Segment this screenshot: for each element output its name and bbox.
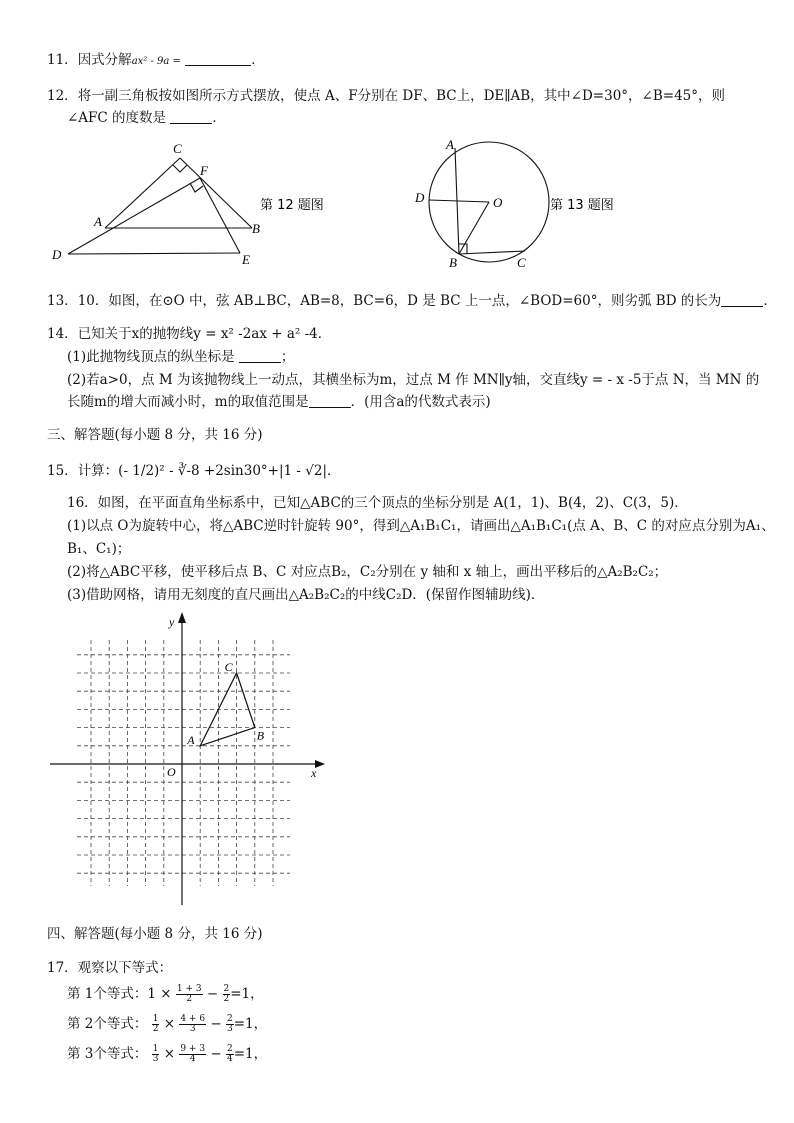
fraction: $\frac{4 + 6}{3}$: [180, 1014, 206, 1034]
q15: [47, 459, 341, 479]
fig12-right-angle-f: [190, 183, 203, 192]
fig12-label-f: F: [200, 163, 208, 178]
fig12-cb: [180, 158, 252, 228]
q12-end: ．: [212, 110, 226, 126]
fraction: $\frac{1}{3}$: [152, 1044, 159, 1064]
fig12-ac: [105, 158, 180, 228]
coordinate-grid: [45, 610, 335, 910]
fig12-label-e: E: [242, 252, 250, 267]
fraction: $\frac{2}{2}$: [223, 984, 230, 1004]
fig12-label-a: A: [94, 214, 102, 229]
q14-part2-end: ．(用含a的代数式表示): [350, 394, 491, 410]
fig13-label-b: B: [449, 255, 457, 270]
fig13-caption: 第 13 题图: [550, 198, 614, 213]
figure-13: [405, 136, 635, 276]
fig13-label-d: D: [415, 190, 425, 205]
fig13-label-c: C: [517, 255, 526, 270]
fraction: $\frac{9 + 3}{4}$: [180, 1044, 206, 1064]
q14-part1: [67, 345, 294, 365]
figure-12: [40, 136, 340, 271]
q16-line2: (1)以点 O为旋转中心，将△ABC逆时针旋转 90°，得到△A₁B₁C₁，请画出△A₁B₁C₁(点 A、B、C 的对应点分别为A₁、: [67, 518, 775, 534]
q12-answer-blank[interactable]: [170, 109, 212, 124]
fig13-label-o: O: [493, 195, 503, 210]
q11-end: ．: [251, 52, 265, 68]
q14-part1-blank[interactable]: [239, 348, 281, 363]
fig12-fe: [200, 178, 240, 253]
q14-number: 14．: [47, 326, 78, 342]
q11-number: 11．: [47, 52, 78, 68]
q11-expr: ax² - 9a =: [131, 56, 181, 67]
q14-part2-blank[interactable]: [309, 393, 351, 408]
y-axis-label: y: [169, 615, 175, 629]
point-a-label: A: [187, 732, 195, 747]
q17-eq1: 第 1个等式：1 × $\frac{1 + 3}{2}$ − $\frac{2}{2}$ =1，: [67, 984, 264, 1004]
q14-part2b: [67, 390, 491, 410]
q13: [47, 289, 777, 309]
section-3-heading: 三、解答题(每小题 8 分，共 16 分): [47, 427, 263, 443]
q17-eq3-label: 第 3个等式：: [67, 1046, 148, 1062]
q17-eq2-label: 第 2个等式：: [67, 1016, 148, 1032]
q14-stem: [47, 322, 331, 342]
q14-part1-text: (1)此抛物线顶点的纵坐标是: [67, 349, 235, 365]
fig13-od: [429, 200, 489, 202]
fraction: $\frac{2}{4}$: [226, 1044, 233, 1064]
fig12-de: [68, 253, 240, 254]
q14-part1-end: ；: [280, 349, 295, 365]
q12-line1: [47, 84, 725, 104]
q12-text2: ∠AFC 的度数是: [67, 110, 167, 126]
fraction: $\frac{1}{2}$: [152, 1014, 159, 1034]
q14-part2-text: (2)若a>0，点 M 为该抛物线上一动点，其横坐标为m，过点 M 作 MN∥y轴，交直线y = - x -5于点 N，当 MN 的: [67, 372, 760, 388]
q17-eq2: 第 2个等式： $\frac{1}{2}$ × $\frac{4 + 6}{3}$ − $\frac{2}{3}$ =1，: [67, 1014, 268, 1034]
q13-answer-blank[interactable]: [721, 292, 763, 307]
fig12-label-b: B: [252, 221, 260, 236]
q12-text: 将一副三角板按如图所示方式摆放，使点 A、F分别在 DF、BC上，DE∥AB，其中∠D=30°，∠B=45°，则: [77, 88, 726, 104]
fraction: $\frac{2}{3}$: [226, 1014, 233, 1034]
q15-expression: 计算：(- 1/2)² - ∛-8 +2sin30°+|1 - √2|．: [77, 463, 341, 479]
fig13-ob: [459, 202, 489, 254]
q12-number: 12．: [47, 88, 78, 104]
fig12-label-d: D: [52, 247, 62, 262]
origin-label: O: [167, 765, 176, 779]
q15-number: 15．: [47, 463, 78, 479]
q11-text: 因式分解: [77, 52, 132, 68]
q14-text: 已知关于x的抛物线y = x² -2ax + a² -4．: [77, 326, 332, 342]
point-c-label: C: [224, 660, 233, 674]
section-4-heading: 四、解答题(每小题 8 分，共 16 分): [47, 926, 263, 942]
point-b-label: B: [256, 728, 265, 743]
q16-line4: (2)将△ABC平移，使平移后点 B、C 对应点B₂，C₂分别在 y 轴和 x 轴上，画出平移后的△A₂B₂C₂；: [67, 564, 668, 580]
q14-part2-text2: 长随m的增大而减小时，m的取值范围是: [67, 394, 309, 410]
q17-stem: 17．观察以下等式：: [47, 960, 173, 976]
q14-part2a: [67, 368, 759, 388]
fraction: $\frac{1 + 3}{2}$: [176, 984, 202, 1004]
q12-line2: [67, 106, 226, 126]
q17-eq1-label: 第 1个等式：: [67, 986, 148, 1002]
q16-line5: (3)借助网格，请用无刻度的直尺画出△A₂B₂C₂的中线C₂D．(保留作图辅助线)．: [67, 587, 545, 603]
q16-line3: B₁、C₁)；: [67, 541, 131, 557]
q11: [47, 48, 265, 68]
fig12-right-angle-c: [173, 165, 187, 172]
fig12-caption: 第 12 题图: [260, 198, 324, 213]
fig13-label-a: A: [446, 137, 454, 152]
q13-end: ．: [763, 293, 777, 309]
q17-eq3: 第 3个等式： $\frac{1}{3}$ × $\frac{9 + 3}{4}$ − $\frac{2}{4}$ =1，: [67, 1044, 268, 1064]
q16-line1: 16．如图，在平面直角坐标系中，已知△ABC的三个顶点的坐标分别是 A(1，1)、B(4，2)、C(3，5)．: [67, 495, 688, 511]
fig13-bc: [459, 251, 525, 254]
y-axis-arrow: [178, 612, 186, 623]
q11-answer-blank[interactable]: [185, 51, 251, 66]
x-axis-arrow: [315, 760, 325, 768]
q13-text: 10．如图，在⊙O 中，弦 AB⊥BC，AB=8，BC=6，D 是 BC 上一点，∠BOD=60°，则劣弧 BD 的长为: [77, 293, 722, 309]
q13-number: 13．: [47, 293, 78, 309]
fig12-df: [68, 178, 200, 254]
x-axis-label: x: [311, 766, 317, 780]
fig12-label-c: C: [173, 141, 182, 156]
